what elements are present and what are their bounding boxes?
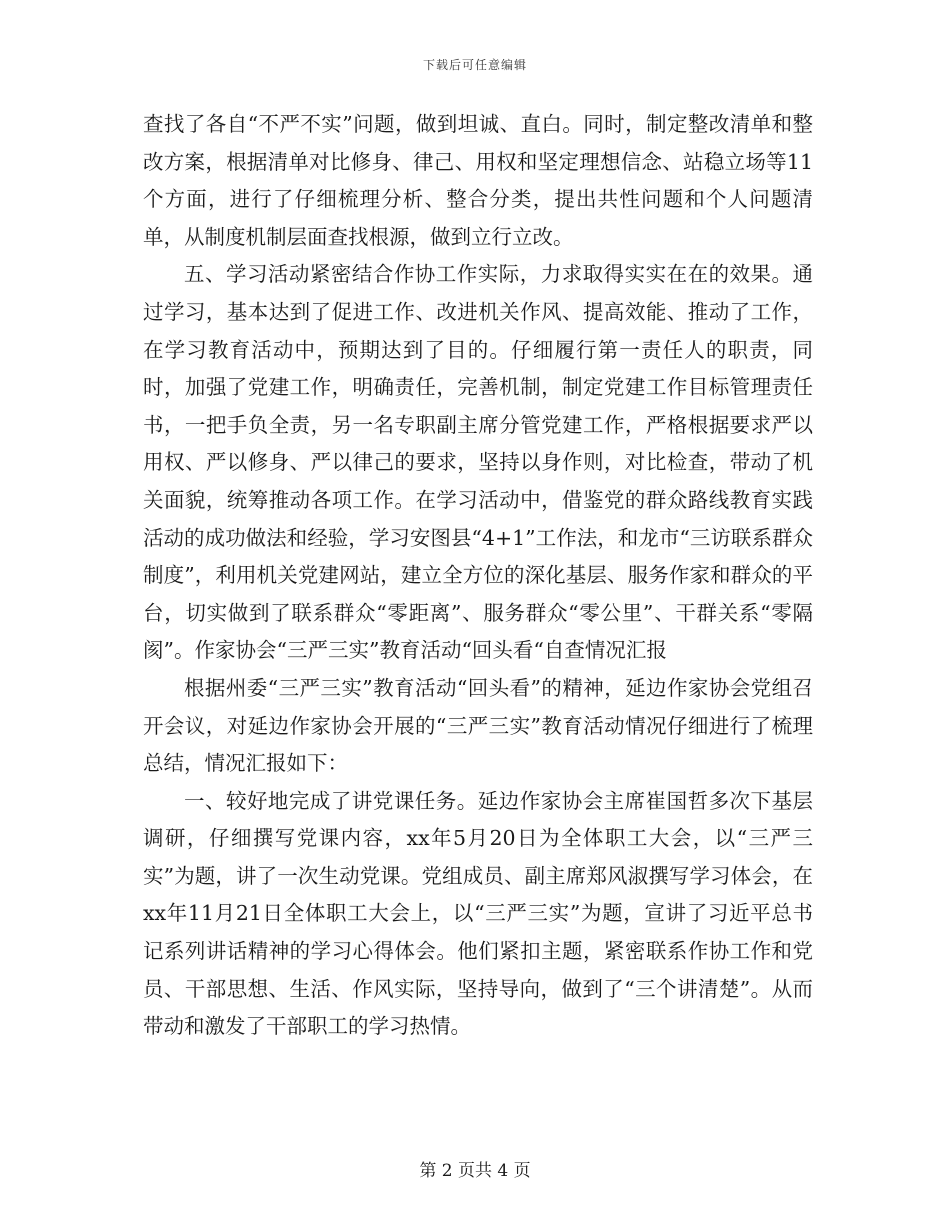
- paragraph-section-one: 一、较好地完成了讲党课任务。延边作家协会主席崔国哲多次下基层调研，仔细撰写党课内容，xx年5月20日为全体职工大会，以“三严三实”为题，讲了一次生动党课。党组成员、副主席郑风淑撰写学习体会，在xx年11月21日全体职工大会上，以“三严三实”为题，宣讲了习近平总书记系列讲话精神的学习心得体会。他们紧扣主题，紧密联系作协工作和党员、干部思想、生活、作风实际，坚持导向，做到了“三个讲清楚”。从而带动和激发了干部职工的学习热情。: [143, 788, 813, 1039]
- page-header: 下载后可任意编辑: [422, 58, 527, 72]
- paragraph-continuation: 查找了各自“不严不实”问题，做到坦诚、直白。同时，制定整改清单和整改方案，根据清单对比修身、律己、用权和坚定理想信念、站稳立场等11个方面，进行了仔细梳理分析、整合分类，提出共性问题和个人问题清单，从制度机制层面查找根源，做到立行立改。: [143, 112, 813, 249]
- document-body: [143, 106, 813, 1046]
- paragraph-section-five: 五、学习活动紧密结合作协工作实际，力求取得实实在在的效果。通过学习，基本达到了促进工作、改进机关作风、提高效能、推动了工作，在学习教育活动中，预期达到了目的。仔细履行第一责任人的职责，同时，加强了党建工作，明确责任，完善机制，制定党建工作目标管理责任书，一把手负全责，另一名专职副主席分管党建工作，严格根据要求严以用权、严以修身、严以律己的要求，坚持以身作则，对比检查，带动了机关面貌，统筹推动各项工作。在学习活动中，借鉴党的群众路线教育实践活动的成功做法和经验，学习安图县“4+1”工作法，和龙市“三访联系群众制度”，利用机关党建网站，建立全方位的深化基层、服务作家和群众的平台，切实做到了联系群众“零距离”、服务群众“零公里”、干群关系“零隔阂”。作家协会“三严三实”教育活动“回头看“自查情况汇报: [143, 262, 813, 663]
- paragraph-intro: 根据州委“三严三实”教育活动“回头看”的精神，延边作家协会党组召开会议，对延边作家协会开展的“三严三实”教育活动情况仔细进行了梳理总结，情况汇报如下：: [143, 675, 813, 776]
- page-footer: 第 2 页共 4 页: [419, 1161, 531, 1181]
